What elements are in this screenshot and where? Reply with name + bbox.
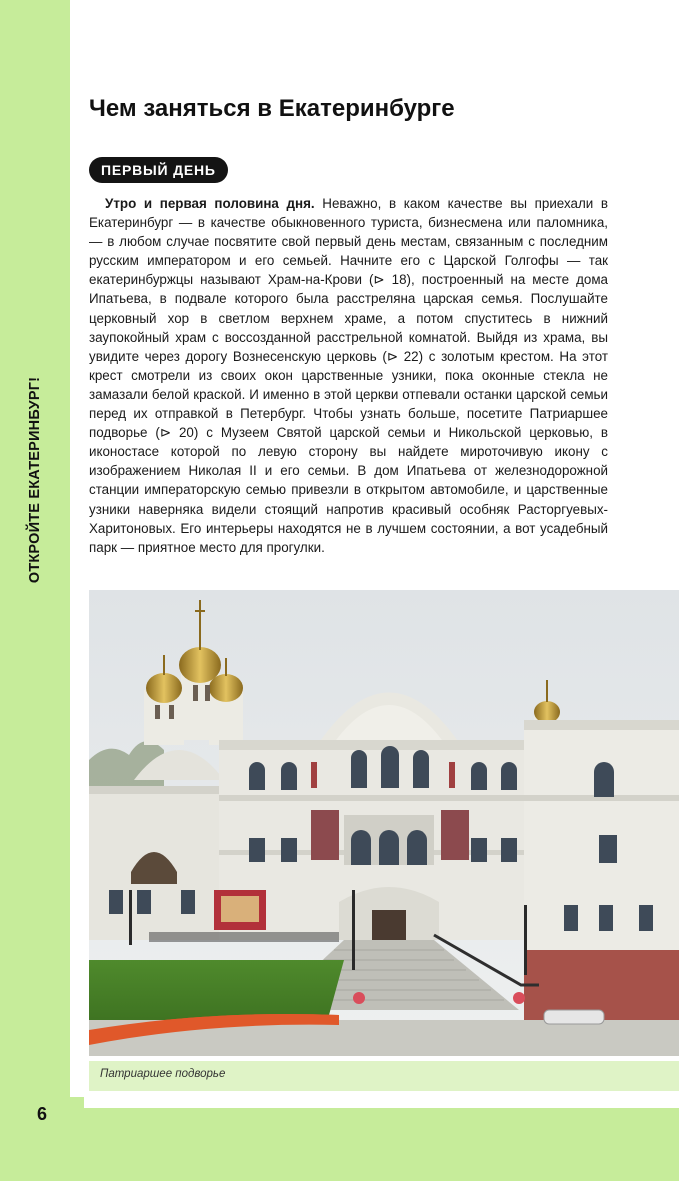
article-text-1: Неважно, в каком качестве вы приехали в Екатеринбург — в качестве обыкновенного туриста, бизнесмена или паломника, — в любом случае посвятите свой первый день местам, связанным с последним русским императором и его семьей. Начните его с Царской Голгофы — так екатеринбуржцы называют Храм-на-Крови ( [89,196,608,288]
footer-band [84,1108,679,1181]
day-badge: ПЕРВЫЙ ДЕНЬ [89,157,228,183]
article-text-4: ) с Музеем Святой царской семьи и Никольской церковью, в иконостасе которой по левую сторону вы найдете мироточивую икону с изображением Николая II и его семьи. В дом Ипатьева от железнодорожной станции императорскую семью привезли в открытом автомобиле, и царственные узники наверняка видели стоящий напротив красивый особняк Расторгуевых-Харитоновых. Его интерьеры находятся не в лучшем состоянии, а вот усадебный парк — приятное место для прогулки. [89,425,608,555]
page-ref-link[interactable]: ⊳ 22 [386,348,419,364]
photo-caption: Патриаршее подворье [100,1068,226,1080]
page-number: 6 [36,1104,47,1124]
article-lead: Утро и первая половина дня. [105,196,315,211]
article-text-2: ), построенный на месте дома Ипатьева, в подвале которого была расстреляна царская семья. Послушайте церковный хор в светлом верхнем храме, а потом спуститесь в нижний заупокойный храм с воссозданной расстрельной комнатой. Выйдя из храма, вы увидите через дорогу Вознесенскую церковь ( [89,272,608,364]
article-text-3: ) с золотым крестом. На этот крест смотрели из своих окон царственные узники, пока оконные стекла не замазали белой краской. И именно в этой церкви отпевали останки царской семьи перед их отправкой в Петербург. Чтобы узнать больше, посетите Патриаршее подворье ( [89,348,608,441]
page-title: Чем заняться в Екатеринбурге [89,95,455,122]
church-photo [89,590,679,1056]
sidebar-section-label: ОТКРОЙТЕ ЕКАТЕРИНБУРГ! [27,376,43,584]
page-ref-link[interactable]: ⊳ 18 [373,272,407,288]
page-ref-link[interactable]: ⊳ 20 [159,425,194,441]
article-body [89,194,608,557]
